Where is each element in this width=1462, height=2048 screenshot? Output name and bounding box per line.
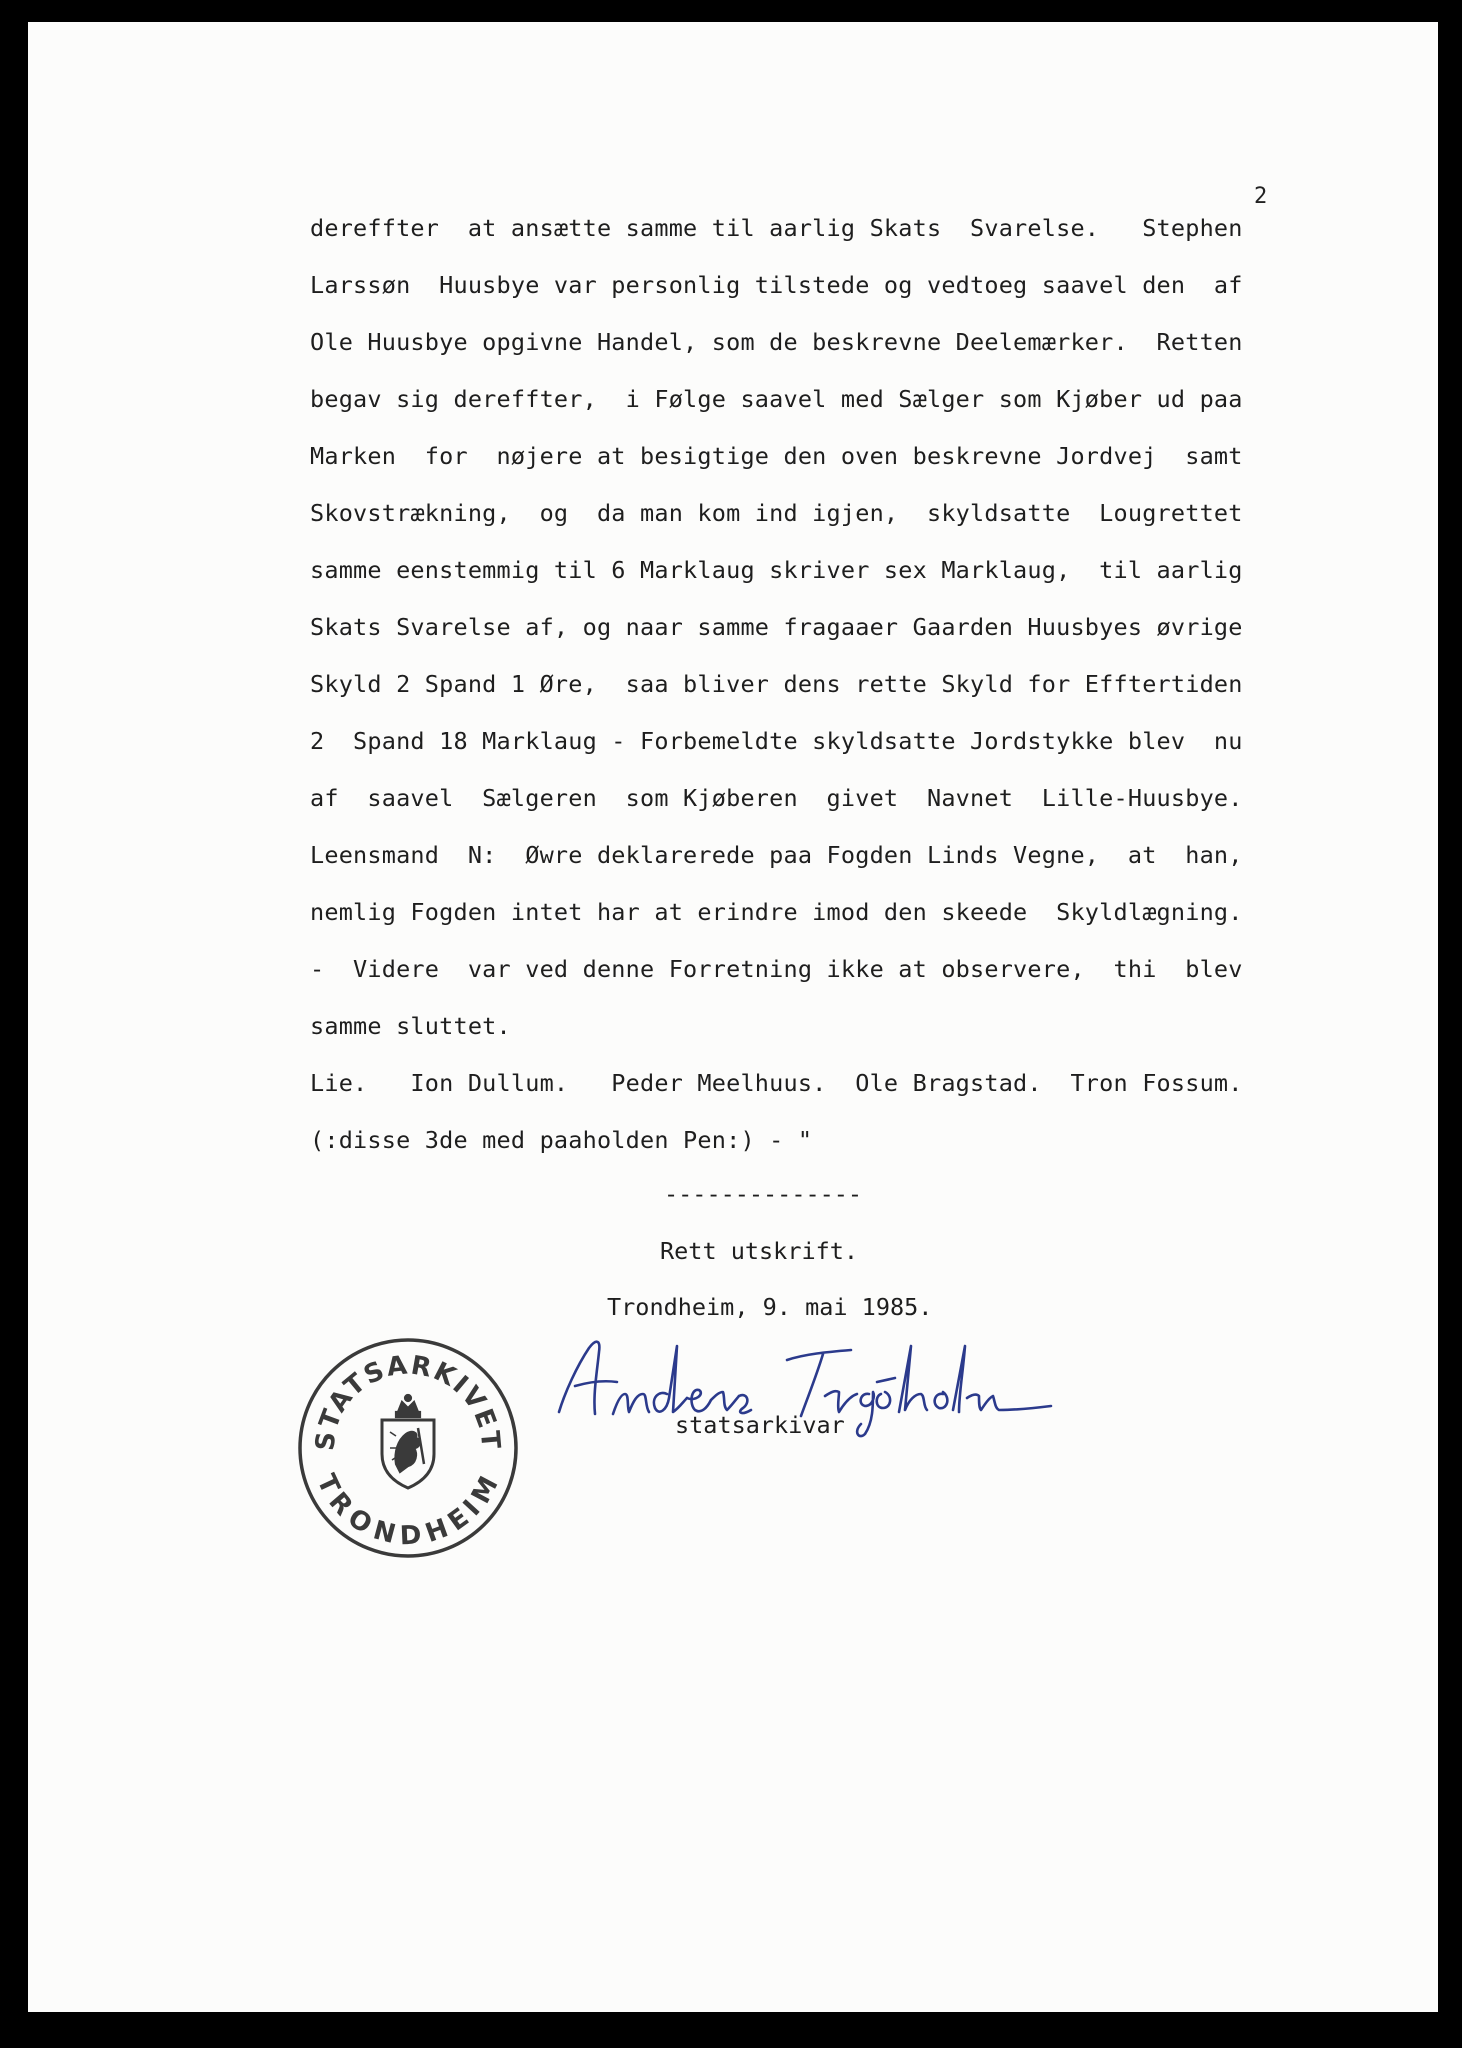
text-line: Ole Huusbye opgivne Handel, som de beskrevne Deelemærker. Retten: [310, 328, 1243, 356]
seal-top-text: STATSARKIVET: [310, 1350, 506, 1453]
separator-line: --------------: [664, 1180, 863, 1208]
certification-text: Rett utskrift.: [660, 1237, 859, 1265]
text-line: Skyld 2 Spand 1 Øre, saa bliver dens rette Skyld for Efftertiden: [310, 670, 1243, 698]
text-line: 2 Spand 18 Marklaug - Forbemeldte skyldsatte Jordstykke blev nu: [310, 727, 1243, 755]
text-line: samme sluttet.: [310, 1012, 511, 1040]
text-line: dereffter at ansætte samme til aarlig Skats Svarelse. Stephen: [310, 214, 1243, 242]
text-line: - Videre var ved denne Forretning ikke at observere, thi blev: [310, 955, 1243, 983]
text-line: Skats Svarelse af, og naar samme fragaaer Gaarden Huusbyes øvrige: [310, 613, 1243, 641]
norwegian-coat-of-arms-icon: [382, 1395, 434, 1488]
text-line: begav sig dereffter, i Følge saavel med Sælger som Kjøber ud paa: [310, 385, 1243, 413]
text-line: Larssøn Huusbye var personlig tilstede og vedtoeg saavel den af: [310, 271, 1243, 299]
archive-seal-stamp: [296, 1336, 520, 1560]
svg-text:TRONDHEIM: [310, 1470, 506, 1552]
signatories-line: Lie. Ion Dullum. Peder Meelhuus. Ole Bragstad. Tron Fossum.: [310, 1069, 1243, 1097]
document-body: [310, 208, 1243, 1177]
text-line: samme eenstemmig til 6 Marklaug skriver sex Marklaug, til aarlig: [310, 556, 1243, 584]
text-line: Marken for nøjere at besigtige den oven beskrevne Jordvej samt: [310, 442, 1243, 470]
text-line: af saavel Sælgeren som Kjøberen givet Navnet Lille-Huusbye.: [310, 784, 1243, 812]
text-line: Leensmand N: Øwre deklarerede paa Fogden Linds Vegne, at han,: [310, 841, 1243, 869]
text-line: nemlig Fogden intet har at erindre imod den skeede Skyldlægning.: [310, 898, 1243, 926]
place-date: Trondheim, 9. mai 1985.: [607, 1293, 933, 1321]
text-line: (:disse 3de med paaholden Pen:) - ": [310, 1126, 813, 1154]
seal-bottom-text: TRONDHEIM: [310, 1470, 506, 1552]
signatory-title: statsarkivar: [675, 1411, 845, 1439]
page-number: 2: [1254, 184, 1268, 209]
text-line: Skovstrækning, og da man kom ind igjen, skyldsatte Lougrettet: [310, 499, 1243, 527]
